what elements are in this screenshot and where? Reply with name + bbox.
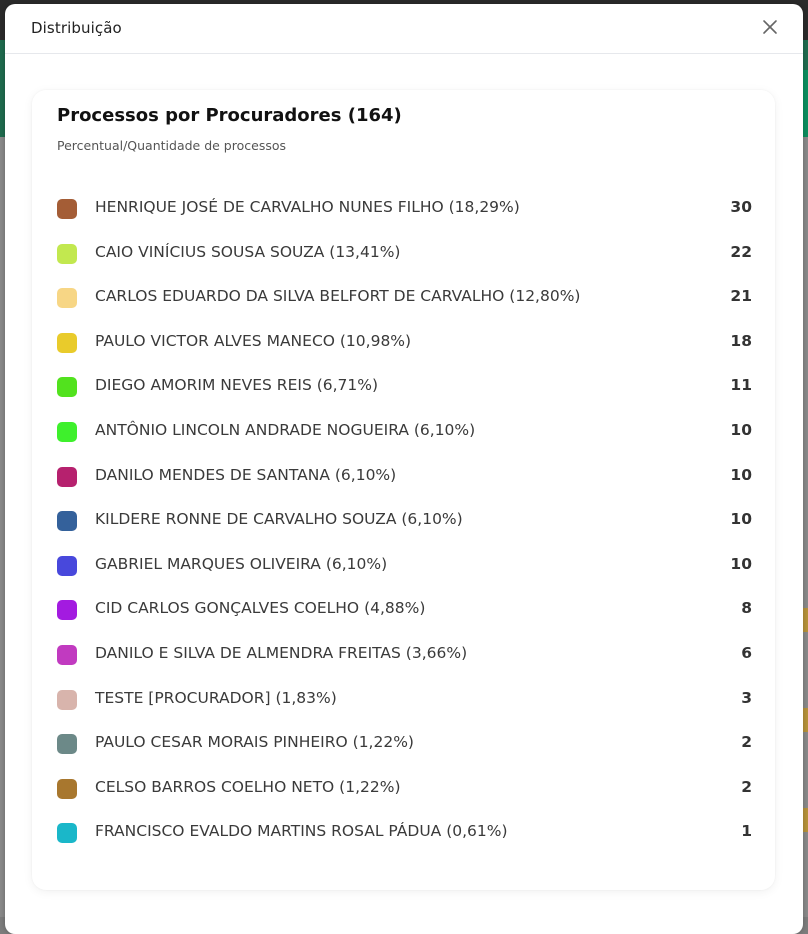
card-subtitle: Percentual/Quantidade de processos bbox=[57, 138, 287, 153]
card-title: Processos por Procuradores (164) bbox=[57, 105, 402, 126]
color-swatch bbox=[57, 467, 77, 487]
list-item bbox=[57, 633, 752, 678]
list-item bbox=[57, 187, 752, 232]
process-count: 3 bbox=[741, 688, 752, 707]
procurador-label: ANTÔNIO LINCOLN ANDRADE NOGUEIRA (6,10%) bbox=[95, 420, 476, 439]
color-swatch bbox=[57, 333, 77, 353]
procurador-label: PAULO CESAR MORAIS PINHEIRO (1,22%) bbox=[95, 733, 414, 752]
close-icon bbox=[761, 18, 779, 36]
list-item bbox=[57, 588, 752, 633]
procuradores-card bbox=[32, 90, 775, 890]
process-count: 2 bbox=[741, 777, 752, 796]
process-count: 21 bbox=[730, 287, 752, 306]
process-count: 22 bbox=[730, 242, 752, 261]
process-count: 30 bbox=[730, 198, 752, 216]
color-swatch bbox=[57, 734, 77, 754]
color-swatch bbox=[57, 556, 77, 576]
color-swatch bbox=[57, 199, 77, 219]
process-count: 2 bbox=[741, 733, 752, 752]
list-item bbox=[57, 455, 752, 500]
procurador-label: DIEGO AMORIM NEVES REIS (6,71%) bbox=[95, 376, 379, 395]
process-count: 18 bbox=[730, 331, 752, 350]
color-swatch bbox=[57, 779, 77, 799]
color-swatch bbox=[57, 244, 77, 264]
list-item bbox=[57, 410, 752, 455]
color-swatch bbox=[57, 645, 77, 665]
distribution-modal bbox=[5, 4, 803, 934]
procurador-label: CAIO VINÍCIUS SOUSA SOUZA (13,41%) bbox=[95, 242, 401, 261]
color-swatch bbox=[57, 377, 77, 397]
procurador-label: CARLOS EDUARDO DA SILVA BELFORT DE CARVALHO (12,80%) bbox=[95, 287, 581, 306]
procurador-label: GABRIEL MARQUES OLIVEIRA (6,10%) bbox=[95, 554, 388, 573]
procurador-label: CELSO BARROS COELHO NETO (1,22%) bbox=[95, 777, 401, 796]
procurador-label: DANILO MENDES DE SANTANA (6,10%) bbox=[95, 465, 397, 484]
modal-title: Distribuição bbox=[31, 19, 122, 37]
list-item bbox=[57, 678, 752, 723]
procurador-label: CID CARLOS GONÇALVES COELHO (4,88%) bbox=[95, 599, 426, 618]
process-count: 1 bbox=[741, 822, 752, 841]
list-item bbox=[57, 365, 752, 410]
procurador-label: HENRIQUE JOSÉ DE CARVALHO NUNES FILHO (18,29%) bbox=[95, 198, 520, 216]
list-item bbox=[57, 811, 752, 856]
list-item bbox=[57, 767, 752, 812]
procurador-label: TESTE [PROCURADOR] (1,83%) bbox=[95, 688, 337, 707]
process-count: 10 bbox=[730, 465, 752, 484]
color-swatch bbox=[57, 422, 77, 442]
procuradores-list bbox=[57, 187, 752, 856]
list-item bbox=[57, 499, 752, 544]
procurador-label: FRANCISCO EVALDO MARTINS ROSAL PÁDUA (0,61%) bbox=[95, 822, 508, 841]
process-count: 8 bbox=[741, 599, 752, 618]
process-count: 10 bbox=[730, 510, 752, 529]
procurador-label: PAULO VICTOR ALVES MANECO (10,98%) bbox=[95, 331, 412, 350]
list-item bbox=[57, 276, 752, 321]
procurador-label: DANILO E SILVA DE ALMENDRA FREITAS (3,66%) bbox=[95, 643, 468, 662]
list-item bbox=[57, 544, 752, 589]
list-item bbox=[57, 321, 752, 366]
color-swatch bbox=[57, 823, 77, 843]
modal-header bbox=[5, 4, 803, 54]
color-swatch bbox=[57, 288, 77, 308]
color-swatch bbox=[57, 511, 77, 531]
list-item bbox=[57, 232, 752, 277]
process-count: 10 bbox=[730, 420, 752, 439]
process-count: 10 bbox=[730, 554, 752, 573]
close-button[interactable] bbox=[761, 18, 779, 36]
procurador-label: KILDERE RONNE DE CARVALHO SOUZA (6,10%) bbox=[95, 510, 463, 529]
color-swatch bbox=[57, 600, 77, 620]
color-swatch bbox=[57, 690, 77, 710]
list-item bbox=[57, 722, 752, 767]
process-count: 6 bbox=[741, 643, 752, 662]
process-count: 11 bbox=[730, 376, 752, 395]
